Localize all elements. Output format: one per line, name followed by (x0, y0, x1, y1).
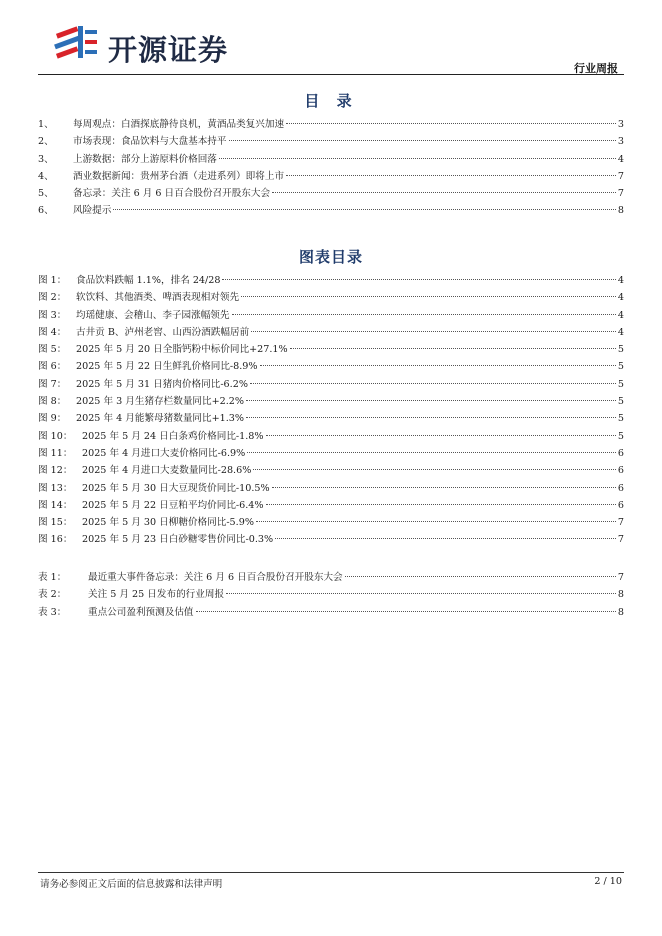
header-divider (38, 74, 624, 75)
figure-title: 2025 年 5 月 31 日猪肉价格同比-6.2% (76, 378, 248, 390)
figure-title: 2025 年 4 月能繁母猪数量同比+1.3% (76, 413, 245, 425)
figure-number: 图 6： (38, 361, 67, 373)
figure-number: 图 16： (38, 534, 73, 546)
figure-page: 5 (617, 361, 624, 373)
report-header (38, 14, 624, 76)
toc-item-page: 3 (617, 136, 624, 148)
toc-leader (272, 192, 616, 193)
figure-item[interactable] (38, 428, 624, 445)
toc-item-number: 3、 (38, 153, 54, 165)
figure-item[interactable] (38, 410, 624, 427)
figure-title: 古井贡 B、泸州老窖、山西汾酒跌幅居前 (76, 326, 250, 338)
toc-leader (266, 435, 616, 436)
figure-item[interactable] (38, 393, 624, 410)
table-page: 7 (617, 572, 624, 583)
figure-title: 2025 年 5 月 22 日豆粕平均价同比-6.4% (82, 499, 264, 511)
toc-leader (275, 538, 616, 539)
figure-number: 图 3： (38, 309, 67, 321)
figure-number: 图 12： (38, 465, 73, 477)
table-number: 表 3： (38, 606, 67, 618)
figure-title: 2025 年 5 月 30 日柳糖价格同比-5.9% (82, 517, 254, 529)
figure-number: 图 5： (38, 344, 67, 356)
table-title: 重点公司盈利预测及估值 (88, 606, 194, 618)
toc-item-title: 酒业数据新闻：贵州茅台酒（走进系列）即将上市 (73, 170, 285, 182)
table-number: 表 2： (38, 589, 67, 601)
toc-leader (272, 487, 616, 488)
toc-leader (247, 452, 616, 453)
figure-page: 4 (617, 309, 624, 321)
figure-title: 2025 年 3 月生猪存栏数量同比+2.2% (76, 396, 245, 408)
figure-item[interactable] (38, 358, 624, 375)
figure-item[interactable] (38, 272, 624, 289)
figure-list (38, 272, 624, 549)
figure-list-title: 图表目录 (298, 248, 363, 266)
figure-number: 图 10： (38, 430, 73, 442)
toc-item-number: 1、 (38, 119, 54, 130)
toc-leader (222, 279, 615, 280)
figure-number: 图 2： (38, 292, 67, 304)
figure-item[interactable] (38, 497, 624, 514)
toc-leader (246, 400, 616, 401)
report-type-label: 行业周报 (574, 62, 618, 75)
figure-title: 2025 年 5 月 30 日大豆现货价同比-10.5% (82, 482, 270, 494)
toc-leader (251, 331, 616, 332)
figure-item[interactable] (38, 531, 624, 548)
figure-title: 均瑶健康、会稽山、李子园涨幅领先 (76, 309, 230, 321)
toc-item-page: 8 (617, 205, 624, 217)
figure-item[interactable] (38, 307, 624, 324)
table-item[interactable] (38, 586, 624, 603)
figure-item[interactable] (38, 376, 624, 393)
figure-item[interactable] (38, 445, 624, 462)
figure-item[interactable] (38, 462, 624, 479)
toc-item-page: 7 (617, 188, 624, 200)
table-item[interactable] (38, 569, 624, 586)
figure-title: 软饮料、其他酒类、啤酒表现相对领先 (76, 292, 240, 304)
toc-item-title: 上游数据：部分上游原料价格回落 (73, 153, 217, 165)
table-title: 最近重大事件备忘录：关注 6 月 6 日百合股份召开股东大会 (88, 572, 343, 583)
toc-list (38, 116, 624, 220)
brand-name: 开源证券 (108, 33, 229, 67)
figure-page: 4 (617, 292, 624, 304)
toc-leader (113, 209, 616, 210)
toc-item[interactable] (38, 202, 624, 219)
toc-item-title: 风险提示 (73, 205, 112, 217)
figure-item[interactable] (38, 514, 624, 531)
figure-page: 4 (617, 326, 624, 338)
figure-number: 图 9： (38, 413, 67, 425)
toc-leader (229, 140, 616, 141)
footer-disclaimer: 请务必参阅正文后面的信息披露和法律声明 (40, 879, 223, 890)
figure-number: 图 7： (38, 378, 67, 390)
figure-title: 2025 年 4 月进口大麦数量同比-28.6% (82, 465, 252, 477)
figure-page: 4 (617, 275, 624, 286)
toc-leader (226, 593, 616, 594)
toc-leader (219, 158, 616, 159)
figure-page: 5 (617, 396, 624, 408)
toc-item-number: 2、 (38, 136, 54, 148)
figure-page: 6 (617, 465, 624, 477)
figure-page: 7 (617, 517, 624, 529)
toc-item-page: 4 (617, 153, 624, 165)
table-item[interactable] (38, 604, 624, 621)
figure-number: 图 13： (38, 482, 73, 494)
toc-leader (260, 365, 616, 366)
toc-item-page: 3 (617, 119, 624, 130)
figure-page: 5 (617, 378, 624, 390)
kaiyuan-logo-icon (52, 20, 100, 64)
toc-item[interactable] (38, 133, 624, 150)
table-number: 表 1： (38, 572, 67, 583)
figure-title: 2025 年 5 月 24 日白条鸡价格同比-1.8% (82, 430, 264, 442)
table-page: 8 (617, 606, 624, 618)
toc-leader (196, 611, 616, 612)
figure-number: 图 1： (38, 275, 67, 286)
page-number: 2 / 10 (594, 876, 622, 887)
figure-title: 食品饮料跌幅 1.1%，排名 24/28 (76, 275, 221, 286)
figure-number: 图 4： (38, 326, 67, 338)
figure-number: 图 8： (38, 396, 67, 408)
toc-leader (250, 383, 616, 384)
toc-item-number: 6、 (38, 205, 54, 217)
figure-number: 图 15： (38, 517, 73, 529)
figure-title: 2025 年 5 月 22 日生鲜乳价格同比-8.9% (76, 361, 258, 373)
figure-page: 7 (617, 534, 624, 546)
toc-item[interactable] (38, 185, 624, 202)
toc-item[interactable] (38, 116, 624, 133)
toc-leader (256, 521, 616, 522)
toc-item[interactable] (38, 151, 624, 168)
figure-number: 图 14： (38, 499, 73, 511)
figure-page: 5 (617, 430, 624, 442)
figure-item[interactable] (38, 324, 624, 341)
toc-leader (266, 504, 616, 505)
toc-leader (345, 576, 616, 577)
figure-item[interactable] (38, 341, 624, 358)
toc-item-title: 备忘录：关注 6 月 6 日百合股份召开股东大会 (73, 188, 271, 200)
figure-number: 图 11： (38, 447, 73, 459)
toc-item-page: 7 (617, 170, 624, 182)
figure-page: 5 (617, 344, 624, 356)
figure-page: 6 (617, 447, 624, 459)
figure-page: 6 (617, 482, 624, 494)
figure-title: 2025 年 5 月 23 日白砂糖零售价同比-0.3% (82, 534, 274, 546)
toc-item-number: 5、 (38, 188, 54, 200)
toc-leader (253, 469, 616, 470)
footer-divider (38, 872, 624, 873)
toc-leader (232, 314, 616, 315)
figure-title: 2025 年 5 月 20 日全脂钙粉中标价同比+27.1% (76, 344, 288, 356)
figure-item[interactable] (38, 480, 624, 497)
toc-leader (246, 417, 616, 418)
toc-item[interactable] (38, 168, 624, 185)
figure-item[interactable] (38, 289, 624, 306)
table-list (38, 569, 624, 621)
figure-page: 6 (617, 499, 624, 511)
figure-title: 2025 年 4 月进口大麦价格同比-6.9% (82, 447, 246, 459)
toc-leader (290, 348, 616, 349)
figure-page: 5 (617, 413, 624, 425)
toc-title: 目 录 (304, 92, 358, 110)
toc-leader (286, 175, 616, 176)
toc-item-title: 市场表现：食品饮料与大盘基本持平 (73, 136, 227, 148)
toc-leader (286, 123, 616, 124)
toc-leader (241, 296, 616, 297)
table-page: 8 (617, 589, 624, 601)
table-title: 关注 5 月 25 日发布的行业周报 (88, 589, 225, 601)
toc-item-number: 4、 (38, 170, 54, 182)
toc-item-title: 每周观点：白酒探底静待良机，黄酒品类复兴加速 (73, 119, 285, 130)
